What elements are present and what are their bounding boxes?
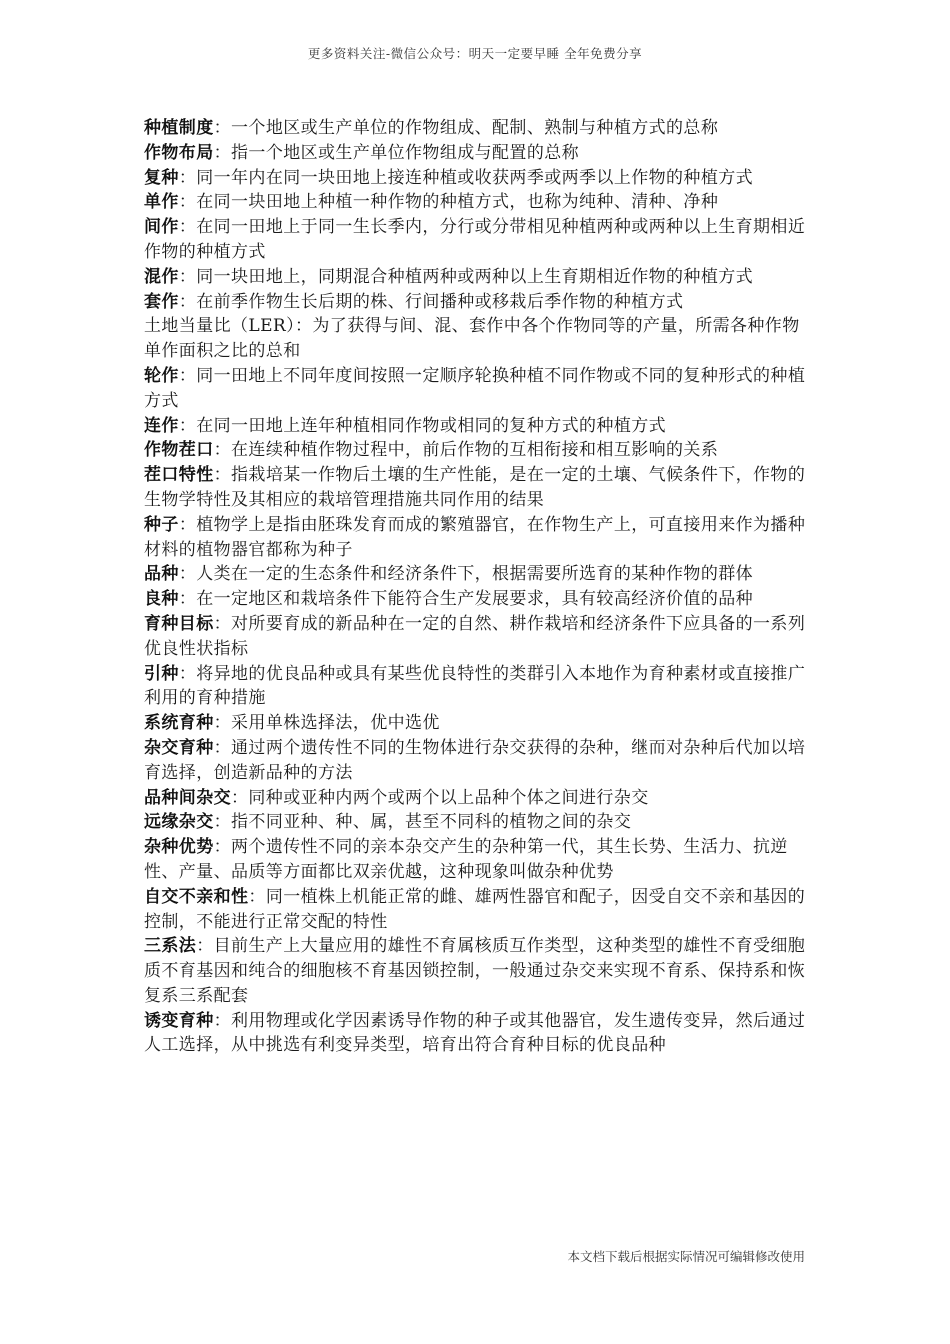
entry-separator: ： xyxy=(178,589,197,610)
entry-separator: ： xyxy=(213,465,232,486)
entry-term: 良种 xyxy=(144,589,179,610)
entry-term: 育种目标 xyxy=(144,613,214,634)
entry-definition: 在一定地区和栽培条件下能符合生产发展要求，具有较高经济价值的品种 xyxy=(196,589,754,610)
entry-separator: ： xyxy=(178,217,197,238)
entry-term: 间作 xyxy=(144,217,179,238)
entry-definition: 在前季作物生长后期的株、行间播种或移栽后季作物的种植方式 xyxy=(196,291,684,312)
entry-term: 三系法 xyxy=(144,936,197,957)
entry-definition: 在连续种植作物过程中，前后作物的互相衔接和相互影响的关系 xyxy=(231,440,719,461)
entry-separator: ： xyxy=(196,936,214,957)
entry-term: 种子 xyxy=(144,514,179,535)
entry-definition: 指不同亚种、种、属，甚至不同科的植物之间的杂交 xyxy=(231,812,632,833)
entry-term: 作物茬口 xyxy=(144,440,214,461)
entry-term: 诱变育种 xyxy=(144,1010,214,1031)
entry-term: 远缘杂交 xyxy=(144,812,214,833)
entry-term: 单作 xyxy=(144,192,179,213)
entry-term: 复种 xyxy=(144,167,179,188)
glossary-entry xyxy=(144,290,809,315)
entry-separator: ： xyxy=(213,440,232,461)
entry-definition: 同种或亚种内两个或两个以上品种个体之间进行杂交 xyxy=(248,787,649,808)
entry-separator: ： xyxy=(213,812,232,833)
entry-definition: 同一块田地上，同期混合种植两种或两种以上生育期相近作物的种植方式 xyxy=(196,266,754,287)
entry-definition: 土地当量比（LER）：为了获得与间、混、套作中各个作物同等的产量，所需各种作物单作面积之比的总和 xyxy=(144,316,800,362)
entry-term: 品种间杂交 xyxy=(144,787,231,808)
entry-definition: 目前生产上大量应用的雄性不育属核质互作类型，这种类型的雄性不育受细胞质不育基因和纯合的细胞核不育基因锁控制，一般通过杂交来实现不育系、保持系和恢复系三系配套 xyxy=(144,936,806,1006)
entry-separator: ： xyxy=(178,266,197,287)
entry-separator: ： xyxy=(178,663,197,684)
entry-definition: 指一个地区或生产单位作物组成与配置的总称 xyxy=(231,142,580,163)
entry-separator: ： xyxy=(178,291,197,312)
glossary-entry xyxy=(144,562,809,587)
entry-definition: 两个遗传性不同的亲本杂交产生的杂种第一代，其生长势、生活力、抗逆性、产量、品质等方面都比双亲优越，这种现象叫做杂种优势 xyxy=(144,837,788,882)
entry-definition: 植物学上是指由胚珠发育而成的繁殖器官，在作物生产上，可直接用来作为播种材料的植物器官都称为种子 xyxy=(144,514,806,560)
entry-term: 轮作 xyxy=(144,365,179,386)
entry-definition: 一个地区或生产单位的作物组成、配制、熟制与种植方式的总称 xyxy=(231,118,719,138)
glossary-entry xyxy=(144,810,809,835)
entry-separator: ： xyxy=(178,564,197,585)
entry-term: 杂种优势 xyxy=(144,837,214,858)
glossary-entry xyxy=(144,612,809,662)
page-footer: 本文档下载后根据实际情况可编辑修改使用 xyxy=(567,1249,805,1264)
glossary-entry xyxy=(144,116,809,141)
glossary-entry xyxy=(144,166,809,191)
entry-term: 茬口特性 xyxy=(144,465,214,486)
glossary-entry xyxy=(144,736,809,786)
entry-separator: ： xyxy=(248,886,266,907)
entry-definition: 对所要育成的新品种在一定的自然、耕作栽培和经济条件下应具备的一系列优良性状指标 xyxy=(144,613,806,659)
entry-definition: 同一年内在同一块田地上接连种植或收获两季或两季以上作物的种植方式 xyxy=(196,167,754,188)
entry-definition: 将异地的优良品种或具有某些优良特性的类群引入本地作为育种素材或直接推广利用的育种措施 xyxy=(144,663,806,709)
glossary-entry xyxy=(144,141,809,166)
entry-term: 种植制度 xyxy=(144,118,214,138)
entry-definition: 指栽培某一作物后土壤的生产性能，是在一定的土壤、气候条件下，作物的生物学特性及其相应的栽培管理措施共同作用的结果 xyxy=(144,465,806,510)
glossary-entry xyxy=(144,265,809,290)
entry-definition: 采用单株选择法，优中选优 xyxy=(231,713,440,734)
entry-term: 系统育种 xyxy=(144,713,214,734)
entry-definition: 利用物理或化学因素诱导作物的种子或其他器官，发生遗传变异，然后通过人工选择，从中挑选有利变异类型，培育出符合育种目标的优良品种 xyxy=(144,1010,806,1056)
entry-definition: 在同一田地上于同一生长季内，分行或分带相见种植两种或两种以上生育期相近作物的种植方式 xyxy=(144,217,806,262)
entry-separator: ： xyxy=(178,514,197,535)
glossary-entry xyxy=(144,463,809,513)
entry-separator: ： xyxy=(213,737,232,758)
glossary-content xyxy=(144,116,809,1058)
entry-separator: ： xyxy=(213,1010,232,1031)
glossary-entry xyxy=(144,885,809,935)
glossary-entry xyxy=(144,438,809,463)
glossary-entry xyxy=(144,215,809,265)
glossary-entry xyxy=(144,190,809,215)
entry-term: 自交不亲和性 xyxy=(144,886,249,907)
entry-definition: 通过两个遗传性不同的生物体进行杂交获得的杂种，继而对杂种后代加以培育选择，创造新品种的方法 xyxy=(144,737,806,783)
entry-definition: 在同一田地上连年种植相同作物或相同的复种方式的种植方式 xyxy=(196,415,667,436)
entry-separator: ： xyxy=(213,118,232,138)
entry-separator: ： xyxy=(231,787,249,808)
glossary-entry xyxy=(144,662,809,712)
glossary-entry xyxy=(144,314,809,364)
entry-definition: 同一植株上机能正常的雌、雄两性器官和配子，因受自交不亲和基因的控制，不能进行正常交配的特性 xyxy=(144,886,806,932)
entry-term: 杂交育种 xyxy=(144,737,214,758)
glossary-entry xyxy=(144,1009,809,1059)
entry-definition: 同一田地上不同年度间按照一定顺序轮换种植不同作物或不同的复种形式的种植方式 xyxy=(144,365,806,411)
glossary-entry xyxy=(144,513,809,563)
entry-separator: ： xyxy=(213,837,232,858)
entry-separator: ： xyxy=(178,365,197,386)
glossary-entry xyxy=(144,711,809,736)
entry-term: 品种 xyxy=(144,564,179,585)
entry-separator: ： xyxy=(178,167,197,188)
entry-term: 作物布局 xyxy=(144,142,214,163)
entry-separator: ： xyxy=(178,415,197,436)
entry-term: 连作 xyxy=(144,415,179,436)
entry-separator: ： xyxy=(213,142,232,163)
glossary-entry xyxy=(144,786,809,811)
glossary-entry xyxy=(144,934,809,1008)
entry-separator: ： xyxy=(213,613,232,634)
entry-term: 套作 xyxy=(144,291,179,312)
entry-separator: ： xyxy=(213,713,232,734)
entry-term: 引种 xyxy=(144,663,179,684)
entry-definition: 人类在一定的生态条件和经济条件下，根据需要所选育的某种作物的群体 xyxy=(196,564,754,585)
glossary-entry xyxy=(144,364,809,414)
glossary-entry xyxy=(144,587,809,612)
entry-separator: ： xyxy=(178,192,197,213)
entry-definition: 在同一块田地上种植一种作物的种植方式，也称为纯种、清种、净种 xyxy=(196,192,719,213)
glossary-entry xyxy=(144,414,809,439)
page-header: 更多资料关注-微信公众号：明天一定要早睡 全年免费分享 xyxy=(307,46,643,61)
glossary-entry xyxy=(144,835,809,885)
entry-term: 混作 xyxy=(144,266,179,287)
